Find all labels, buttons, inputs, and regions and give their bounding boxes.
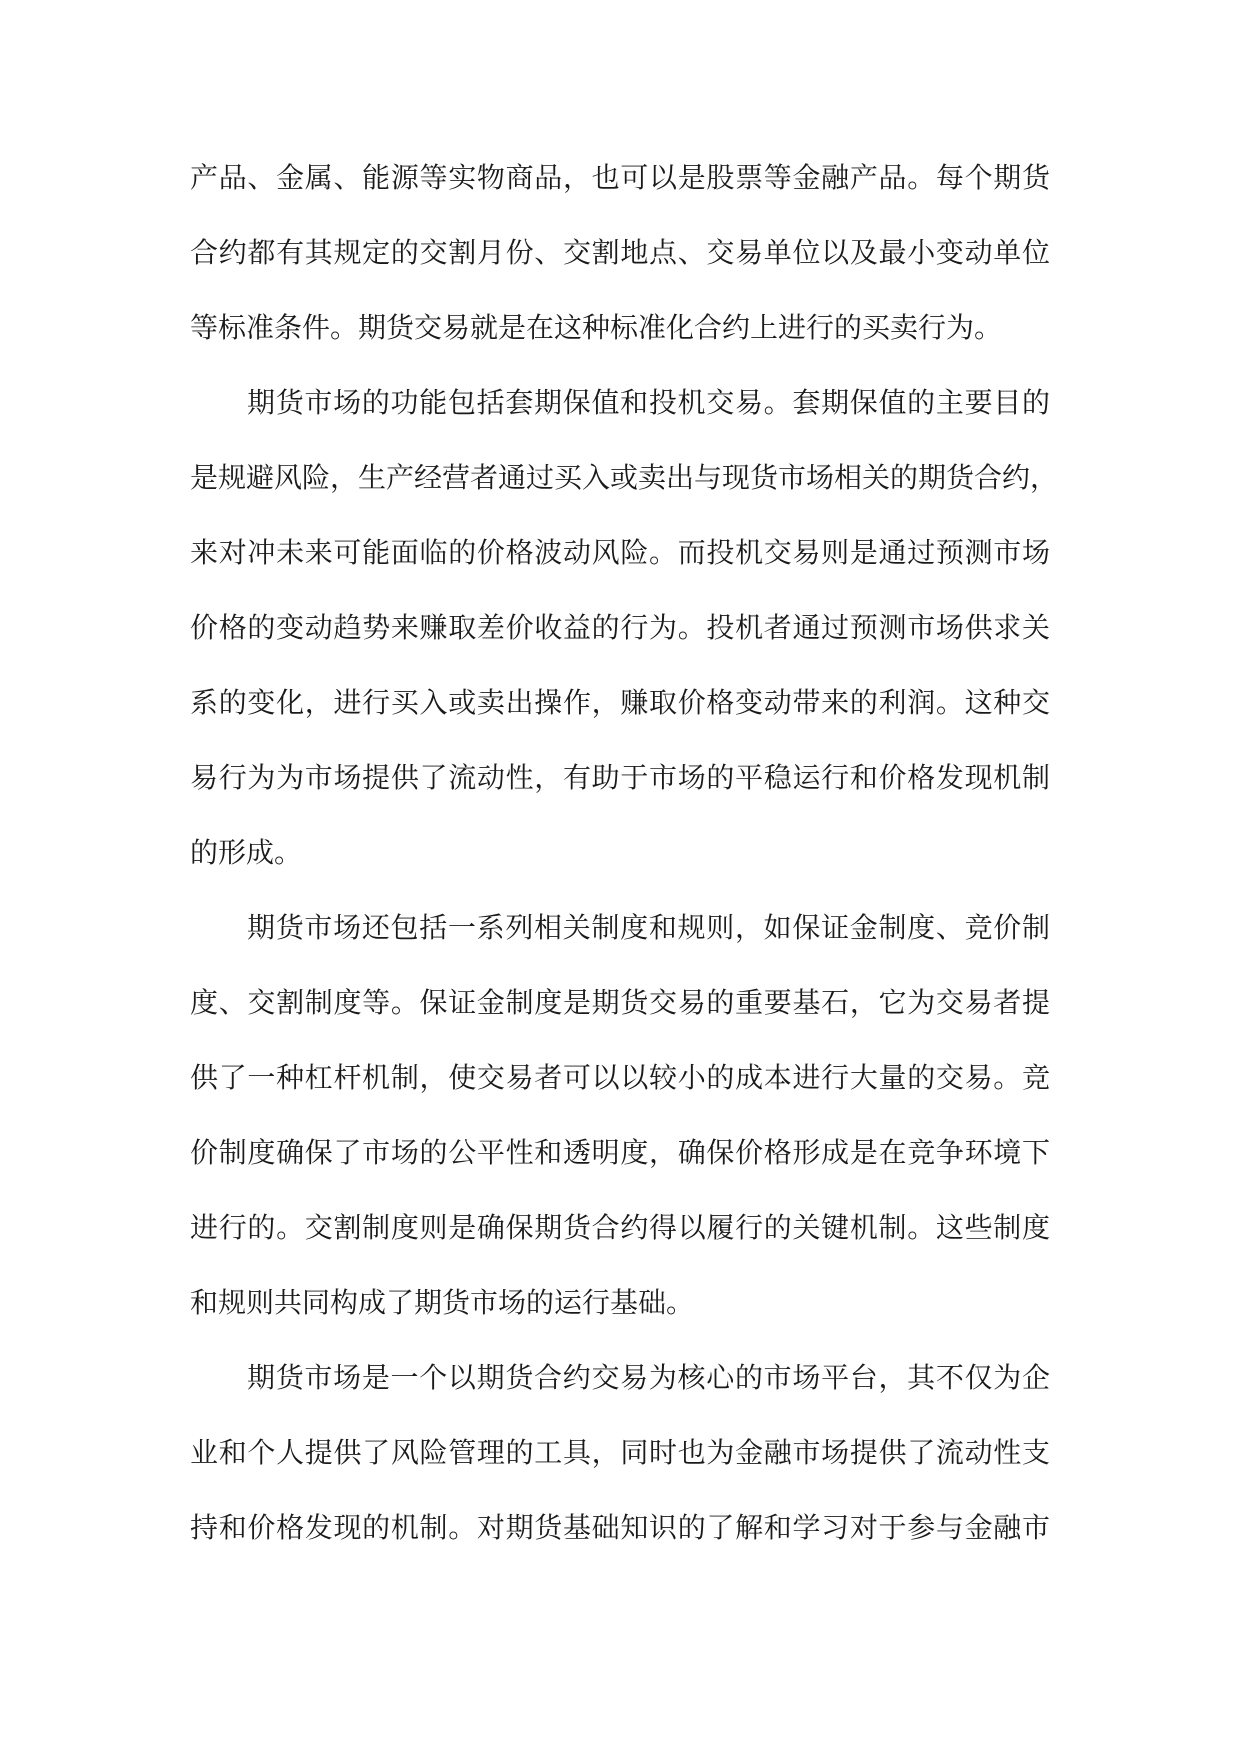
- paragraph-1-line-3: 等标准条件。期货交易就是在这种标准化合约上进行的买卖行为。: [190, 311, 1003, 344]
- paragraph-3-line-5: 进行的。交割制度则是确保期货合约得以履行的关键机制。这些制度: [190, 1211, 1050, 1244]
- paragraph-3-line-6: 和规则共同构成了期货市场的运行基础。: [190, 1286, 695, 1319]
- document-body: [190, 140, 1059, 1565]
- paragraph-2-line-7: 的形成。: [190, 836, 303, 869]
- paragraph-2-line-1: 期货市场的功能包括套期保值和投机交易。套期保值的主要目的: [247, 386, 1050, 419]
- paragraph-3-line-3: 供了一种杠杆机制，使交易者可以以较小的成本进行大量的交易。竞: [190, 1061, 1050, 1094]
- paragraph-4-line-2: 业和个人提供了风险管理的工具，同时也为金融市场提供了流动性支: [190, 1436, 1050, 1469]
- paragraph-2-line-2: 是规避风险，生产经营者通过买入或卖出与现货市场相关的期货合约，: [190, 461, 1059, 494]
- paragraph-2-line-3: 来对冲未来可能面临的价格波动风险。而投机交易则是通过预测市场: [190, 536, 1050, 569]
- paragraph-1-line-1: 产品、金属、能源等实物商品，也可以是股票等金融产品。每个期货: [190, 161, 1050, 194]
- paragraph-3-line-4: 价制度确保了市场的公平性和透明度，确保价格形成是在竞争环境下: [190, 1136, 1050, 1169]
- paragraph-1-line-2: 合约都有其规定的交割月份、交割地点、交易单位以及最小变动单位: [190, 236, 1050, 269]
- paragraph-2-line-5: 系的变化，进行买入或卖出操作，赚取价格变动带来的利润。这种交: [190, 686, 1050, 719]
- paragraph-2-line-6: 易行为为市场提供了流动性，有助于市场的平稳运行和价格发现机制: [190, 761, 1050, 794]
- paragraph-3-line-2: 度、交割制度等。保证金制度是期货交易的重要基石，它为交易者提: [190, 986, 1050, 1019]
- paragraph-4-line-3: 持和价格发现的机制。对期货基础知识的了解和学习对于参与金融市: [190, 1511, 1050, 1544]
- paragraph-3-line-1: 期货市场还包括一系列相关制度和规则，如保证金制度、竞价制: [247, 911, 1050, 944]
- paragraph-2-line-4: 价格的变动趋势来赚取差价收益的行为。投机者通过预测市场供求关: [190, 611, 1050, 644]
- paragraph-4-line-1: 期货市场是一个以期货合约交易为核心的市场平台，其不仅为企: [247, 1361, 1050, 1394]
